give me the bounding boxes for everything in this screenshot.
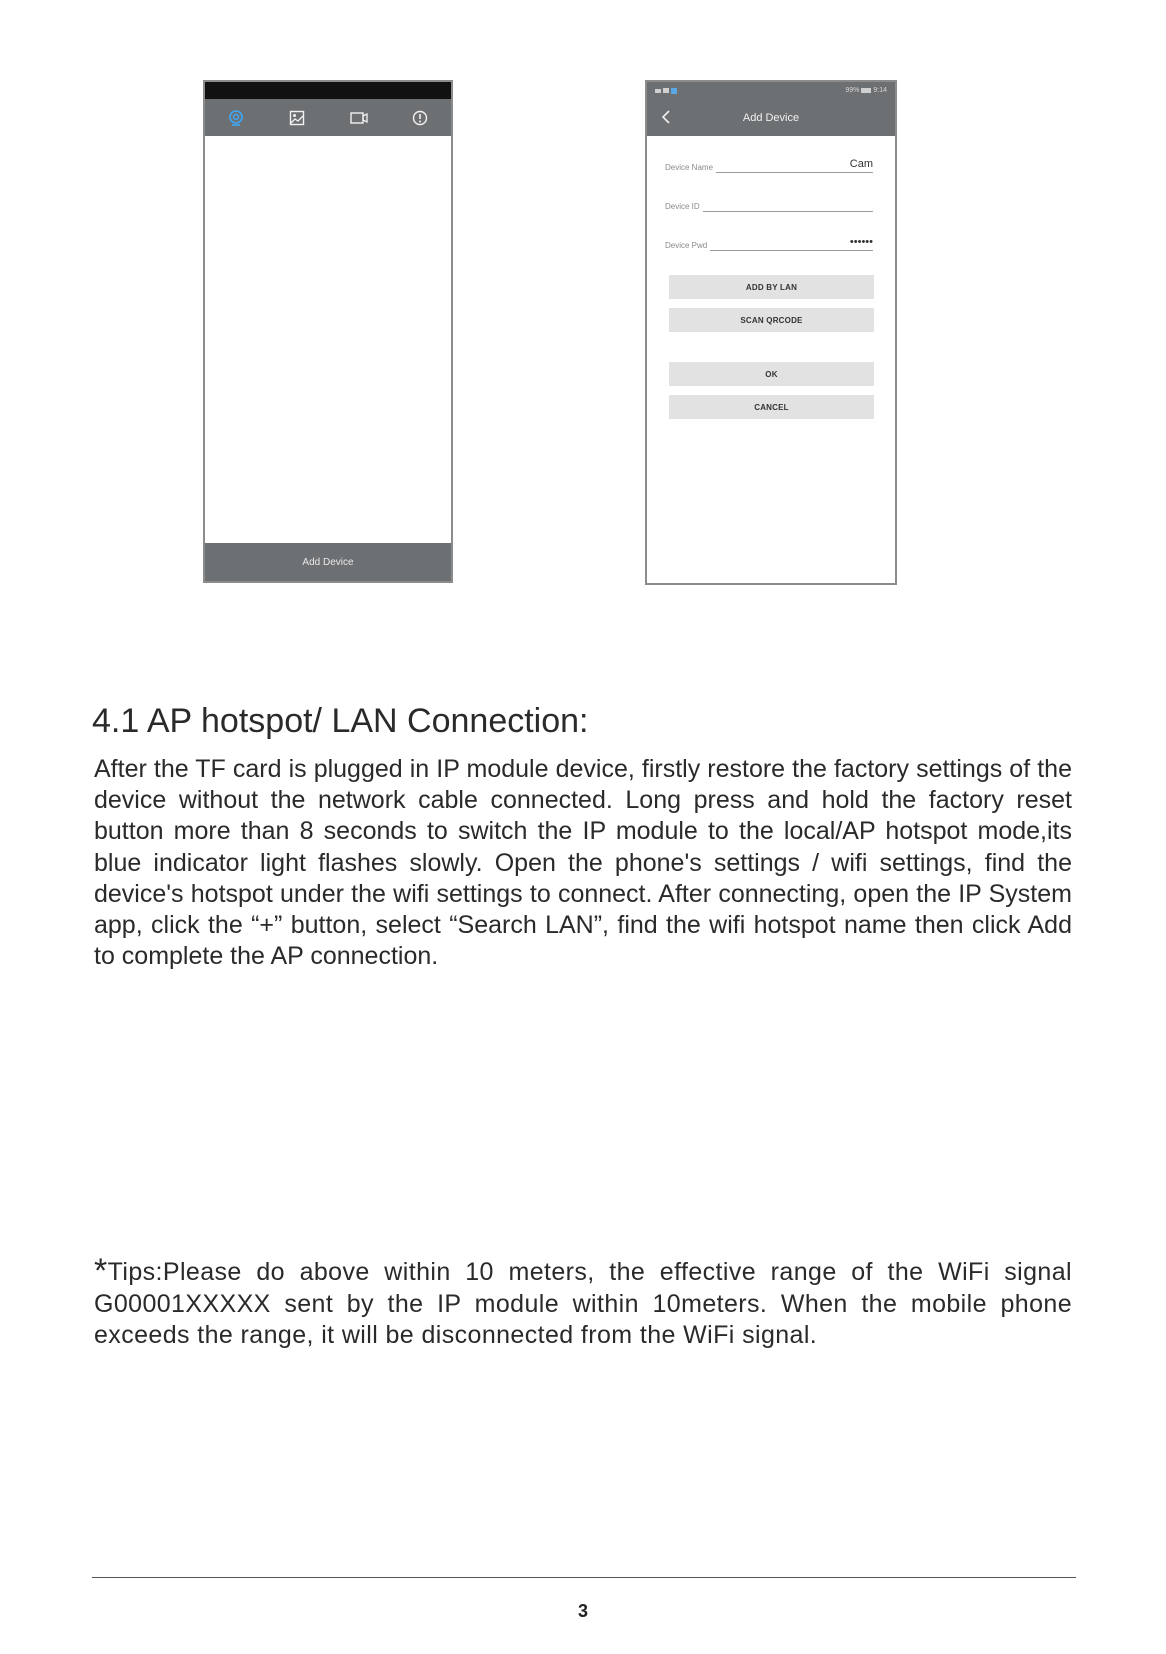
device-pwd-field [665, 220, 873, 259]
tips-asterisk: * [94, 1252, 108, 1290]
add-by-lan-button[interactable]: ADD BY LAN [669, 275, 874, 299]
device-form [665, 142, 873, 259]
device-id-field [665, 181, 873, 220]
phone-screenshot-device-list [203, 80, 453, 583]
add-device-label: Add Device [302, 556, 354, 568]
add-device-button[interactable] [205, 543, 451, 581]
status-right [845, 87, 887, 94]
tips-paragraph [94, 1252, 1072, 1352]
status-bar [205, 82, 451, 99]
battery-icon [861, 88, 871, 93]
status-time: 9:14 [873, 87, 887, 94]
status-bar [647, 82, 895, 99]
page-number: 3 [577, 1601, 588, 1621]
cancel-button[interactable]: CANCEL [669, 395, 874, 419]
signal-icon [655, 88, 677, 94]
image-icon[interactable] [286, 107, 308, 129]
battery-percent: 99% [845, 87, 860, 94]
device-pwd-input[interactable]: •••••• [710, 236, 873, 251]
video-icon[interactable] [348, 107, 370, 129]
device-id-input[interactable] [703, 197, 873, 212]
section-body: After the TF card is plugged in IP module device, firstly restore the factory settings of the device without the network cable connected. Long press and hold the factory reset button more than 8 seconds to switch the IP module to the local/AP hotspot mode,its blue indicator light flashes slowly. Open the phone's settings / wifi settings, find the device's hotspot under the wifi settings to connect. After connecting, open the IP System app, click the “+” button, select “Search LAN”, find the wifi hotspot name then click Add to complete the AP connection. [94, 755, 1072, 971]
device-name-field [665, 142, 873, 181]
footer-divider [92, 1577, 1076, 1578]
tips-text: Tips:Please do above within 10 meters, the effective range of the WiFi signal G00001XXXXX sent by the IP module within 10meters. When the mobile phone exceeds the range, it will be disconnected from the WiFi signal. [94, 1258, 1072, 1349]
scan-qrcode-button[interactable]: SCAN QRCODE [669, 308, 874, 332]
section-heading: 4.1 AP hotspot/ LAN Connection: [92, 702, 589, 740]
ok-button[interactable]: OK [669, 362, 874, 386]
info-icon[interactable] [409, 107, 431, 129]
top-tab-bar [205, 99, 451, 136]
back-arrow-icon[interactable] [659, 109, 675, 125]
app-header [647, 99, 895, 136]
device-name-input[interactable]: Cam [716, 158, 873, 173]
phone-screenshot-add-device [645, 80, 897, 585]
device-id-label: Device ID [665, 202, 700, 211]
camera-icon[interactable] [225, 107, 247, 129]
device-name-label: Device Name [665, 163, 714, 172]
device-pwd-label: Device Pwd [665, 241, 708, 250]
page-title: Add Device [742, 111, 800, 124]
